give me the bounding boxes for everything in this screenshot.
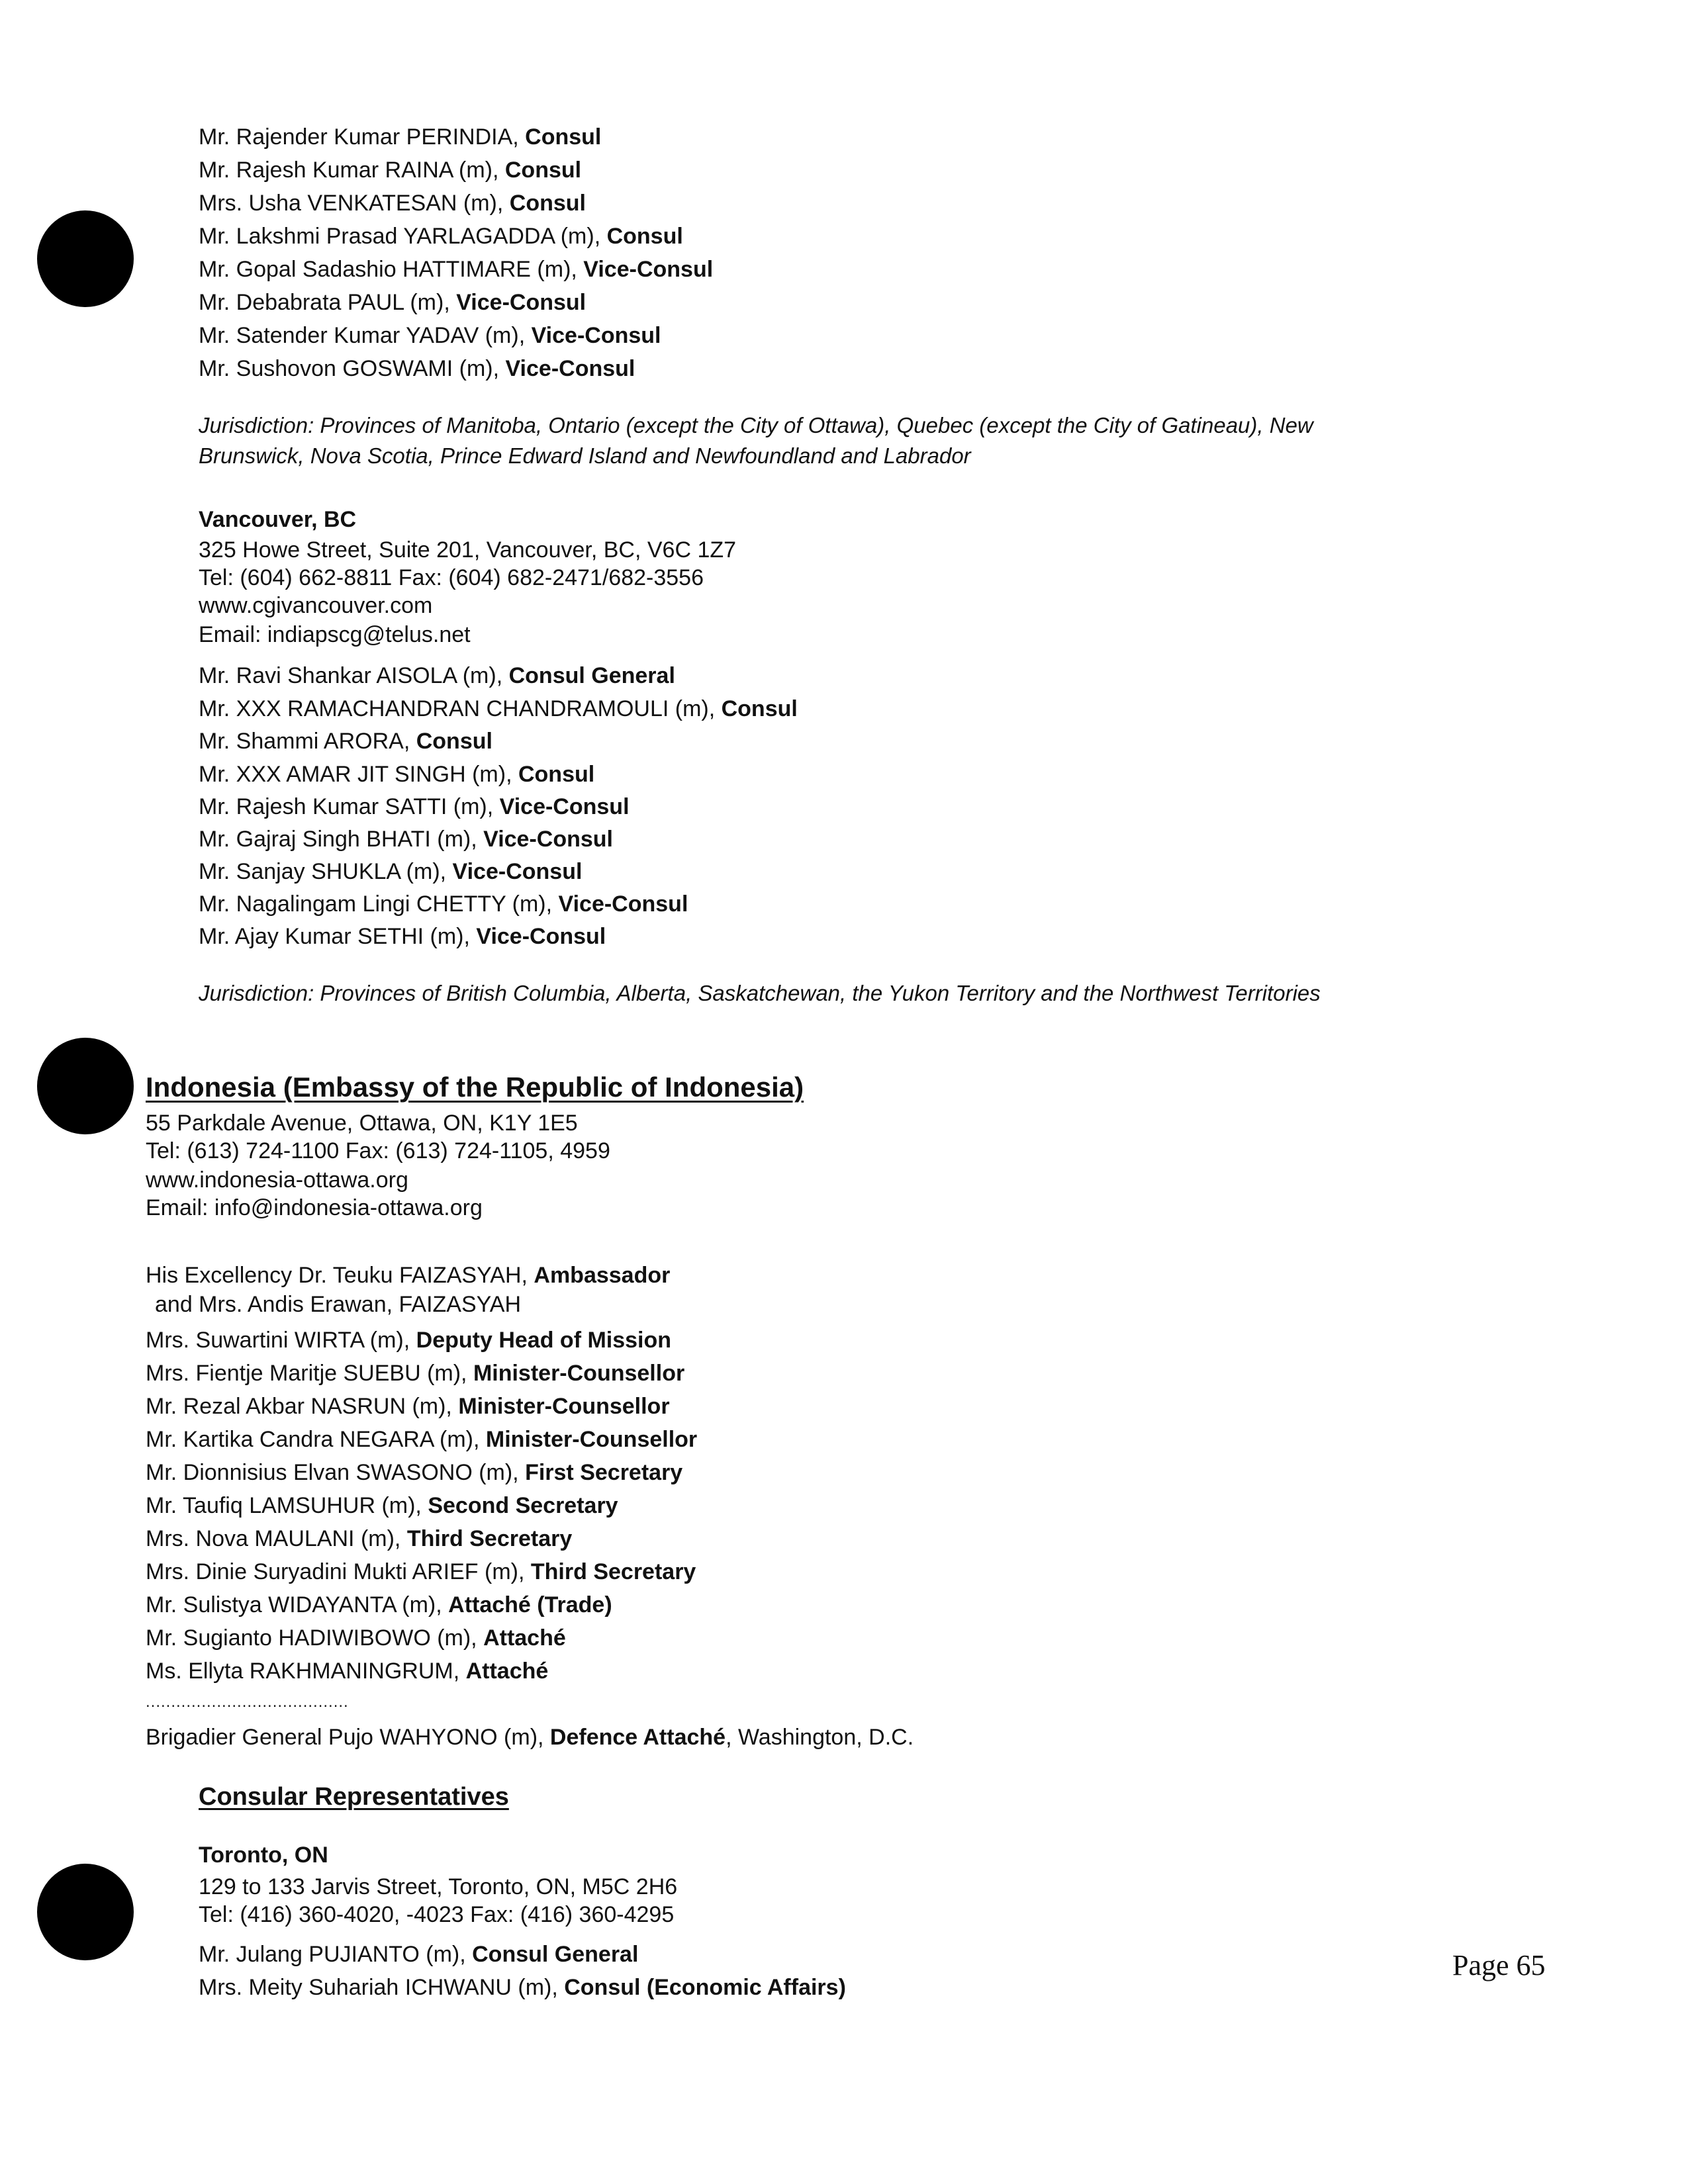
list-item: Mrs. Suwartini WIRTA (m), Deputy Head of Mission bbox=[146, 1328, 672, 1353]
list-item: Mr. Rajesh Kumar RAINA (m), Consul bbox=[199, 158, 582, 183]
list-item: Mr. Satender Kumar YADAV (m), Vice-Consul bbox=[199, 323, 661, 348]
list-item: Mr. Rajender Kumar PERINDIA, Consul bbox=[199, 124, 602, 150]
list-item: Mr. Julang PUJIANTO (m), Consul General bbox=[199, 1942, 639, 1967]
vancouver-city: Vancouver, BC bbox=[199, 507, 357, 532]
list-item: Mrs. Fientje Maritje SUEBU (m), Minister-Counsellor bbox=[146, 1361, 685, 1386]
indonesia-website: www.indonesia-ottawa.org bbox=[146, 1167, 408, 1193]
list-item: Mr. Ravi Shankar AISOLA (m), Consul General bbox=[199, 663, 675, 688]
vancouver-jurisdiction: Jurisdiction: Provinces of British Columbia, Alberta, Saskatchewan, the Yukon Territory and the Northwest Territories bbox=[199, 981, 1321, 1005]
list-item: Mr. XXX AMAR JIT SINGH (m), Consul bbox=[199, 762, 595, 787]
dotted-separator: ........................................ bbox=[146, 1693, 349, 1711]
list-item: Mr. Sanjay SHUKLA (m), Vice-Consul bbox=[199, 859, 583, 884]
list-item: Mrs. Nova MAULANI (m), Third Secretary bbox=[146, 1526, 573, 1551]
vancouver-address: 325 Howe Street, Suite 201, Vancouver, BC, V6C 1Z7 bbox=[199, 537, 737, 563]
indonesia-address: 55 Parkdale Avenue, Ottawa, ON, K1Y 1E5 bbox=[146, 1111, 578, 1136]
binder-hole-3 bbox=[37, 1864, 134, 1960]
indonesia-toronto-address: 129 to 133 Jarvis Street, Toronto, ON, M5C 2H6 bbox=[199, 1874, 678, 1899]
vancouver-website: www.cgivancouver.com bbox=[199, 593, 433, 618]
list-item: Mr. Sulistya WIDAYANTA (m), Attaché (Trade) bbox=[146, 1592, 612, 1617]
list-item: Mr. Kartika Candra NEGARA (m), Minister-Counsellor bbox=[146, 1427, 698, 1452]
list-item: Mr. XXX RAMACHANDRAN CHANDRAMOULI (m), Consul bbox=[199, 696, 798, 721]
toronto-jurisdiction-line-1: Jurisdiction: Provinces of Manitoba, Ontario (except the City of Ottawa), Quebec (except the City of Gatineau), New bbox=[199, 413, 1313, 437]
page-number: Page 65 bbox=[1452, 1949, 1546, 1981]
ambassador: His Excellency Dr. Teuku FAIZASYAH, Ambassador bbox=[146, 1263, 671, 1288]
list-item: Mr. Ajay Kumar SETHI (m), Vice-Consul bbox=[199, 924, 606, 949]
list-item: Mr. Lakshmi Prasad YARLAGADDA (m), Consul bbox=[199, 224, 683, 249]
binder-hole-2 bbox=[37, 1038, 134, 1134]
list-item: Mrs. Usha VENKATESAN (m), Consul bbox=[199, 191, 586, 216]
list-item: Mr. Dionnisius Elvan SWASONO (m), First Secretary bbox=[146, 1460, 683, 1485]
list-item: Mr. Debabrata PAUL (m), Vice-Consul bbox=[199, 290, 586, 315]
defence-attache: Brigadier General Pujo WAHYONO (m), Defence Attaché, Washington, D.C. bbox=[146, 1725, 914, 1750]
list-item: Mr. Sushovon GOSWAMI (m), Vice-Consul bbox=[199, 356, 635, 381]
list-item: Mrs. Meity Suhariah ICHWANU (m), Consul (Economic Affairs) bbox=[199, 1975, 846, 2000]
vancouver-email: Email: indiapscg@telus.net bbox=[199, 622, 471, 647]
list-item: Mr. Taufiq LAMSUHUR (m), Second Secretary bbox=[146, 1493, 618, 1518]
list-item: Mr. Gopal Sadashio HATTIMARE (m), Vice-Consul bbox=[199, 257, 714, 282]
vancouver-tel: Tel: (604) 662-8811 Fax: (604) 682-2471/682-3556 bbox=[199, 565, 704, 590]
indonesia-toronto-city: Toronto, ON bbox=[199, 1843, 328, 1868]
list-item: Mr. Sugianto HADIWIBOWO (m), Attaché bbox=[146, 1625, 566, 1651]
indonesia-tel: Tel: (613) 724-1100 Fax: (613) 724-1105, 4959 bbox=[146, 1138, 610, 1163]
list-item: Mrs. Dinie Suryadini Mukti ARIEF (m), Third Secretary bbox=[146, 1559, 696, 1584]
list-item: Mr. Rezal Akbar NASRUN (m), Minister-Counsellor bbox=[146, 1394, 670, 1419]
indonesia-email: Email: info@indonesia-ottawa.org bbox=[146, 1195, 483, 1220]
list-item: Ms. Ellyta RAKHMANINGRUM, Attaché bbox=[146, 1659, 549, 1684]
toronto-jurisdiction-line-2: Brunswick, Nova Scotia, Prince Edward Island and Newfoundland and Labrador bbox=[199, 443, 971, 468]
list-item: Mr. Rajesh Kumar SATTI (m), Vice-Consul bbox=[199, 794, 630, 819]
list-item: Mr. Nagalingam Lingi CHETTY (m), Vice-Consul bbox=[199, 891, 688, 917]
indonesia-toronto-tel: Tel: (416) 360-4020, -4023 Fax: (416) 360-4295 bbox=[199, 1902, 675, 1927]
ambassador-spouse: and Mrs. Andis Erawan, FAIZASYAH bbox=[155, 1292, 522, 1317]
indonesia-heading: Indonesia (Embassy of the Republic of Indonesia) bbox=[146, 1071, 804, 1103]
consular-representatives-heading: Consular Representatives bbox=[199, 1783, 509, 1811]
list-item: Mr. Shammi ARORA, Consul bbox=[199, 729, 492, 754]
list-item: Mr. Gajraj Singh BHATI (m), Vice-Consul bbox=[199, 827, 613, 852]
binder-hole-1 bbox=[37, 210, 134, 307]
